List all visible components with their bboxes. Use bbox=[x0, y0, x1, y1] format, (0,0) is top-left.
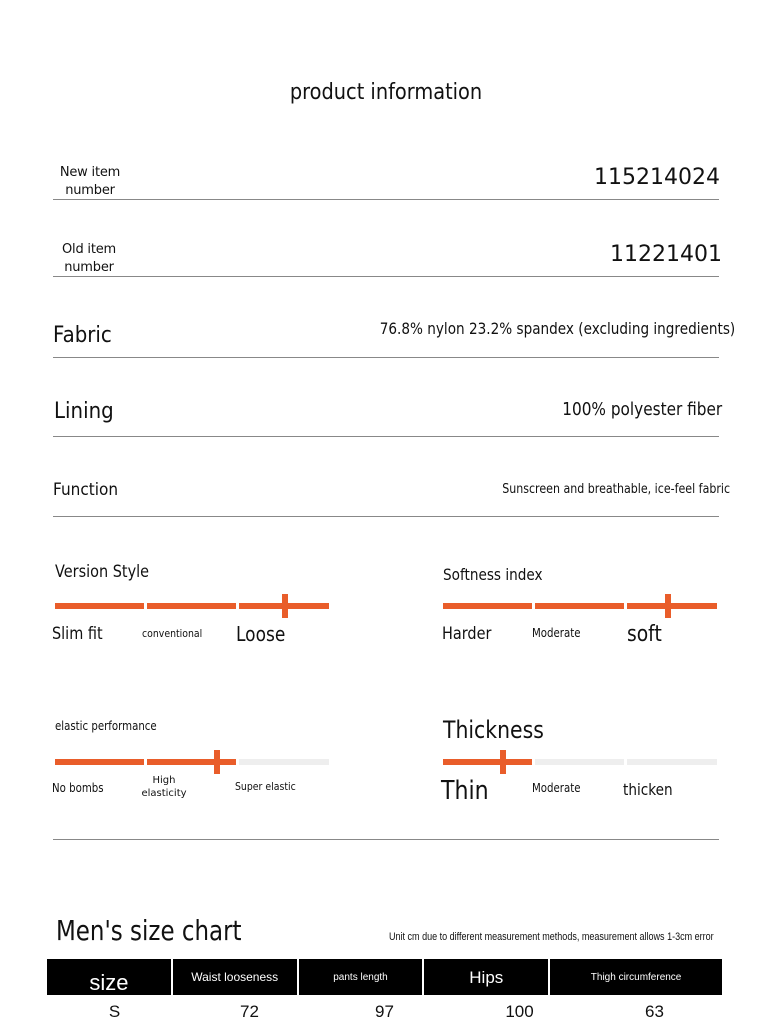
tick-label: thicken bbox=[623, 780, 673, 799]
old-item-value: 11221401 bbox=[610, 242, 722, 267]
size-chart-title: Men's size chart bbox=[56, 914, 242, 947]
header-length: pants length bbox=[299, 959, 425, 995]
table-cell: 72 bbox=[240, 1002, 259, 1021]
bar-segment bbox=[535, 603, 624, 609]
version-style-bar bbox=[55, 603, 329, 609]
header-hips: Hips bbox=[424, 959, 550, 995]
thickness-title: Thickness bbox=[443, 716, 544, 744]
tick-label: Moderate bbox=[532, 781, 581, 795]
size-table bbox=[47, 959, 722, 1029]
old-item-label-line1: Old item bbox=[62, 242, 116, 257]
table-cell: S bbox=[108, 1002, 121, 1021]
tick-label: Slim fit bbox=[52, 624, 103, 644]
divider bbox=[53, 276, 719, 277]
bar-segment bbox=[443, 759, 532, 765]
bar-segment bbox=[443, 603, 532, 609]
bar-segment bbox=[627, 603, 717, 609]
new-item-label-line1: New item bbox=[59, 165, 121, 180]
tick-label: Thin bbox=[441, 776, 489, 806]
new-item-value: 115214024 bbox=[594, 165, 720, 190]
lining-label: Lining bbox=[54, 399, 114, 424]
function-value: Sunscreen and breathable, ice-feel fabric bbox=[502, 482, 730, 497]
bar-segment bbox=[55, 759, 144, 765]
function-label: Function bbox=[53, 480, 119, 500]
tick-label-line1: High bbox=[152, 775, 176, 786]
size-chart-note: Unit cm due to different measurement methods, measurement allows 1-3cm error bbox=[389, 931, 714, 943]
fabric-label: Fabric bbox=[53, 323, 112, 348]
old-item-label-line2: number bbox=[64, 260, 114, 275]
tick-label: Loose bbox=[236, 622, 286, 646]
softness-bar bbox=[443, 603, 717, 609]
tick-label: Moderate bbox=[532, 626, 581, 640]
bar-segment bbox=[147, 759, 236, 765]
tick-label: conventional bbox=[142, 627, 203, 640]
header-thigh: Thigh circumference bbox=[590, 971, 682, 983]
lining-value: 100% polyester fiber bbox=[562, 399, 722, 420]
level-marker bbox=[282, 594, 288, 618]
version-style-title: Version Style bbox=[55, 562, 150, 582]
page-title: product information bbox=[289, 80, 483, 105]
elastic-title: elastic performance bbox=[55, 719, 157, 733]
tick-label: No bombs bbox=[52, 781, 104, 795]
header-size: size bbox=[47, 959, 173, 995]
elastic-bar bbox=[55, 759, 329, 765]
bar-segment bbox=[55, 603, 144, 609]
bar-segment bbox=[239, 759, 329, 765]
old-item-label bbox=[49, 241, 129, 277]
table-cell: 97 bbox=[375, 1002, 394, 1021]
divider bbox=[53, 357, 719, 358]
softness-title: Softness index bbox=[443, 565, 543, 584]
divider bbox=[53, 839, 719, 840]
divider bbox=[53, 436, 719, 437]
level-marker bbox=[500, 750, 506, 774]
thickness-bar bbox=[443, 759, 717, 765]
tick-label: Super elastic bbox=[235, 780, 296, 793]
level-marker bbox=[214, 750, 220, 774]
table-cell: 100 bbox=[505, 1002, 534, 1021]
bar-segment bbox=[535, 759, 624, 765]
level-marker bbox=[665, 594, 671, 618]
fabric-value: 76.8% nylon 23.2% spandex (excluding ingredients) bbox=[379, 319, 735, 338]
size-table-header bbox=[47, 959, 722, 995]
new-item-label-line2: number bbox=[65, 183, 115, 198]
new-item-label bbox=[50, 164, 130, 200]
header-waist: Waist looseness bbox=[173, 959, 299, 995]
divider bbox=[53, 516, 719, 517]
divider bbox=[53, 199, 719, 200]
bar-segment bbox=[147, 603, 236, 609]
tick-label: soft bbox=[627, 622, 662, 647]
tick-label: Harder bbox=[442, 624, 492, 644]
table-cell: 63 bbox=[645, 1002, 664, 1021]
bar-segment bbox=[627, 759, 717, 765]
tick-label-line2: elasticity bbox=[141, 788, 187, 799]
tick-label-high-elasticity bbox=[138, 774, 190, 800]
